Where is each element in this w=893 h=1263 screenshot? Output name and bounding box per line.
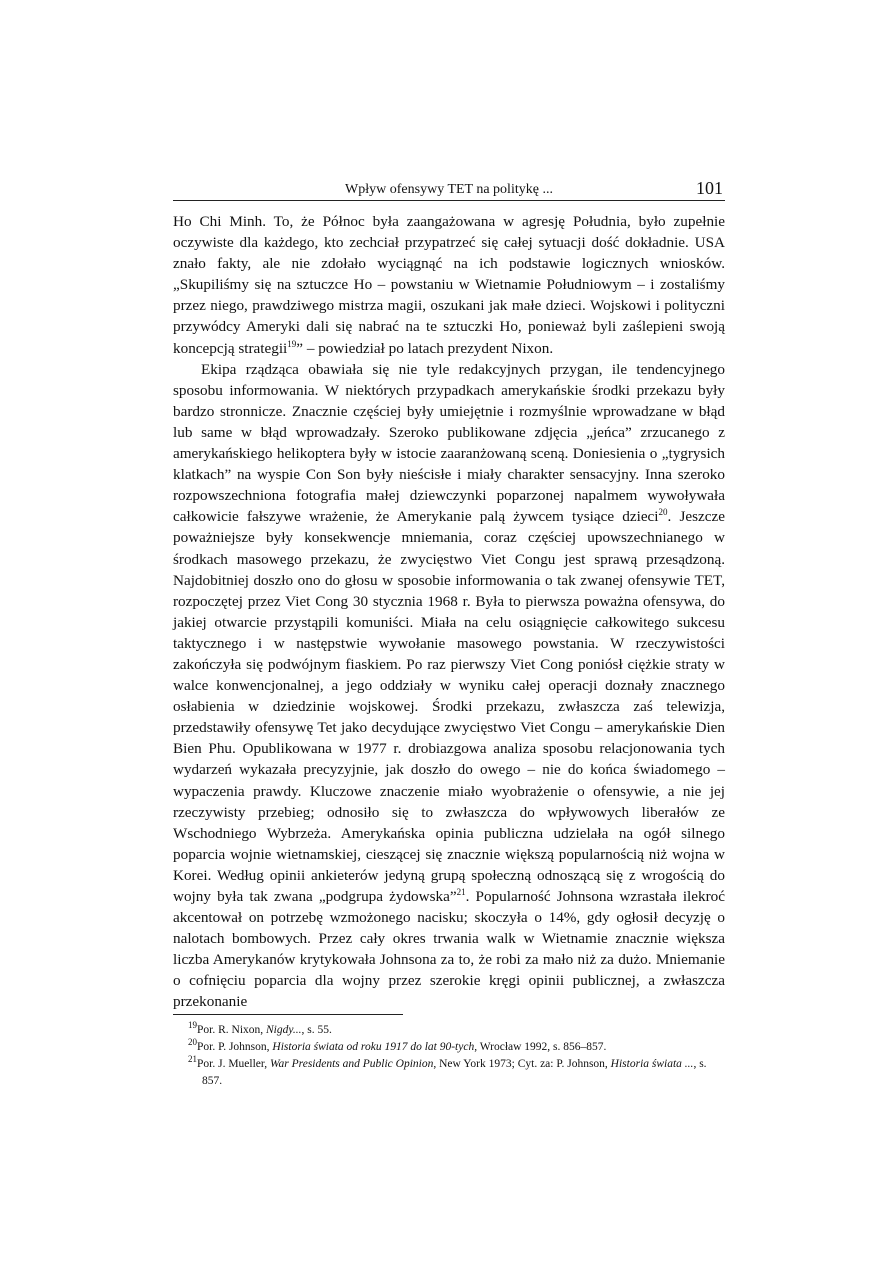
footnote-ref-21: 21 [456,886,466,897]
footnote-21 [188,1056,725,1090]
footnote-title: War Presidents and Public Opinion [270,1058,434,1070]
footnote-text: , s. 55. [301,1024,332,1036]
footnote-number: 19 [188,1020,197,1031]
footnote-text: Por. J. Mueller, [197,1058,271,1070]
footnote-19 [188,1022,725,1039]
footnote-separator [173,1014,403,1015]
paragraph-1 [173,211,725,359]
footnote-number: 20 [188,1037,197,1048]
footnote-number: 21 [188,1054,197,1065]
footnote-title: Historia świata od roku 1917 do lat 90-tych [272,1041,475,1053]
footnote-ref-19: 19 [287,338,297,349]
footnote-text: , s. 857. [202,1058,707,1087]
paragraph-2-text-b: . Jeszcze poważniejsze były konsekwencje mniemania, coraz częściej upowszechnianego w środkach masowego przekazu, że zwycięstwo Viet Congu jest sprawą przesądzoną. Najdobitniej doszło ono do głosu w sposobie informowania o tak zwanej ofensywie TET, rozpoczętej przez Viet Cong 30 stycznia 1968 r. Była to pierwsza poważna ofensywa, do jakiej otwarcie przystąpili komuniści. Miała na celu osiągnięcie całkowitego sukcesu taktycznego i w następstwie wywołanie masowego powstania. W rzeczywistości zakończyła się podwójnym fiaskiem. Po raz pierwszy Viet Cong poniósł ciężkie straty w walce konwencjonalnej, a jego oddziały w wyniku całej operacji doznały znacznego osłabienia w dziedzinie wojskowej. Środki przekazu, zwłaszcza zaś telewizja, przedstawiły ofensywę Tet jako decydujące zwycięstwo Viet Congu – amerykańskie Dien Bien Phu. Opublikowana w 1977 r. drobiazgowa analiza sposobu relacjonowania tych wydarzeń wykazała precyzyjnie, jak doszło do owego – nie do końca świadomego – wypaczenia prawdy. Kluczowe znaczenie miało wyobrażenie o ofensywie, a nie jej rzeczywisty przebieg; odnosiło się to zwłaszcza do wpływowych liberałów ze Wschodniego Wybrzeża. Amerykańska opinia publiczna udzielała na ogół silnego poparcia wojnie wietnamskiej, cieszącej się znacznie większą popularnością niż wojna w Korei. Według opinii ankieterów jedyną grupą społeczną odnoszącą się z wrogością do wojny była tak zwana „podgrupa żydowska” [173,508,725,905]
running-title: Wpływ ofensywy TET na politykę ... [345,182,553,197]
paragraph-2 [173,359,725,1013]
body-text [173,211,725,1013]
footnote-ref-20: 20 [658,507,668,518]
paragraph-1-text-b: ” – powiedział po latach prezydent Nixon. [296,339,554,357]
footnote-title: Historia świata ... [610,1058,694,1070]
footnote-text: , Wrocław 1992, s. 856–857. [474,1041,607,1053]
paragraph-2-text-a: Ekipa rządząca obawiała się nie tyle redakcyjnych przygan, ile tendencyjnego sposobu informowania. W niektórych przypadkach amerykańskie środki przekazu były bardzo stronnicze. Znacznie częściej były umiejętnie i rozmyślnie wprowadzane w błąd lub same w błąd wprowadzały. Szeroko publikowane zdjęcia „jeńca” zrzucanego z amerykańskiego helikoptera były w istocie zaaranżowaną sceną. Doniesienia o „tygrysich klatkach” na wyspie Con Son były nieścisłe i miały charakter sensacyjny. Inna szeroko rozpowszechniona fotografia małej dziewczynki poparzonej napalmem wywoływała całkowicie fałszywe wrażenie, że Amerykanie palą żywcem tysiące dzieci [173,360,725,526]
footnote-20 [188,1039,725,1056]
paragraph-1-text-a: Ho Chi Minh. To, że Północ była zaangażowana w agresję Południa, było zupełnie oczywiste dla każdego, kto zechciał przypatrzeć się całej sytuacji dość dokładnie. USA znało fakty, ale nie zdołało wyciągnąć na ich podstawie logicznych wniosków. „Skupiliśmy się na sztuczce Ho – powstaniu w Wietnamie Południowym – i zostaliśmy przez niego, prawdziwego mistrza magii, oszukani jak małe dzieci. Wojskowi i polityczni przywódcy Ameryki dali się nabrać na te sztuczki Ho, ponieważ byli zaślepieni swoją koncepcją strategii [173,213,725,357]
page-number: 101 [696,178,723,198]
footnotes [188,1022,725,1090]
footnote-text: , New York 1973; Cyt. za: P. Johnson, [433,1058,611,1070]
footnote-text: Por. R. Nixon, [197,1024,267,1036]
footnote-text: Por. P. Johnson, [197,1041,273,1053]
footnote-title: Nigdy... [266,1024,302,1036]
paragraph-2-text-c: . Popularność Johnsona wzrastała ilekroć akcentował on potrzebę wzmożonego nacisku; skoczyła o 14%, gdy ogłosił decyzję o nalotach bombowych. Przez cały okres trwania walk w Wietnamie znacznie większa liczba Amerykanów krytykowała Johnsona za to, że robi za mało niż za dużo. Mniemanie o cofnięciu poparcia dla wojny przez szerokie kręgi opinii publicznej, a zwłaszcza przekonanie [173,888,725,1011]
running-header [173,178,725,201]
